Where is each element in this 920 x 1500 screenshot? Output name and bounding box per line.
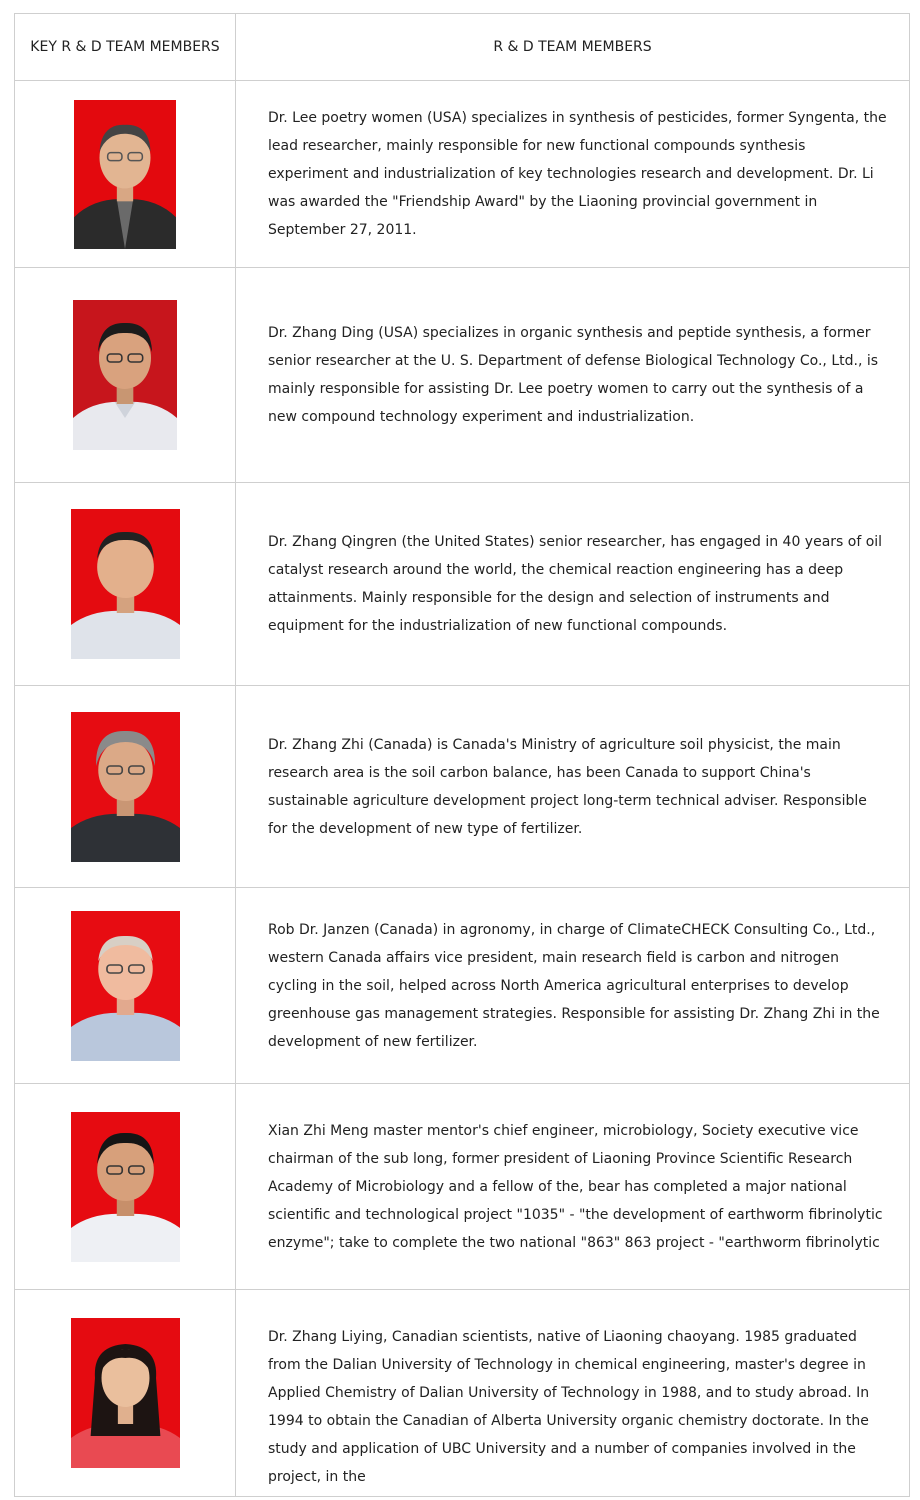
table-row xyxy=(15,1084,910,1290)
team-table xyxy=(14,13,910,1497)
photo-cell xyxy=(15,268,236,483)
bio-cell xyxy=(236,268,910,483)
members-header: R & D TEAM MEMBERS xyxy=(236,14,910,81)
bio-cell xyxy=(236,1290,910,1497)
photo-cell xyxy=(15,888,236,1084)
portrait-photo xyxy=(71,1318,180,1468)
photo-cell xyxy=(15,1290,236,1497)
bio-cell xyxy=(236,888,910,1084)
member-bio: Dr. Lee poetry women (USA) specializes in synthesis of pesticides, former Syngenta, the lead researcher, mainly responsible for new functional compounds synthesis experiment and industrialization of key technologies research and development. Dr. Li was awarded the "Friendship Award" by the Liaoning provincial government in September 27, 2011. xyxy=(268,110,887,238)
header-row xyxy=(15,14,910,81)
table-row xyxy=(15,81,910,268)
portrait-photo xyxy=(73,300,177,450)
bio-cell xyxy=(236,686,910,888)
member-bio: Dr. Zhang Qingren (the United States) senior researcher, has engaged in 40 years of oil catalyst research around the world, the chemical reaction engineering has a deep attainments. Mainly responsible for the design and selection of instruments and equipment for the industrialization of new functional compounds. xyxy=(268,534,883,634)
photo-cell xyxy=(15,1084,236,1290)
bio-cell xyxy=(236,81,910,268)
photo-cell xyxy=(15,81,236,268)
portrait-photo xyxy=(71,911,180,1061)
bio-cell xyxy=(236,483,910,686)
portrait-photo xyxy=(71,509,180,659)
photo-cell xyxy=(15,686,236,888)
member-bio: Rob Dr. Janzen (Canada) in agronomy, in charge of ClimateCHECK Consulting Co., Ltd., western Canada affairs vice president, main research field is carbon and nitrogen cycling in the soil, helped across North America agricultural enterprises to develop greenhouse gas management strategies. Responsible for assisting Dr. Zhang Zhi in the development of new fertilizer. xyxy=(268,921,880,1050)
member-bio: Dr. Zhang Ding (USA) specializes in organic synthesis and peptide synthesis, a former senior researcher at the U. S. Department of defense Biological Technology Co., Ltd., is mainly responsible for assisting Dr. Lee poetry women to carry out the synthesis of a new compound technology experiment and industrialization. xyxy=(268,325,879,425)
member-bio: Dr. Zhang Liying, Canadian scientists, native of Liaoning chaoyang. 1985 graduated from the Dalian University of Technology in chemical engineering, master's degree in Applied Chemistry of Dalian University of Technology in 1988, and to study abroad. In 1994 to obtain the Canadian of Alberta University organic chemistry doctorate. In the study and application of UBC University and a number of companies involved in the project, in the xyxy=(268,1329,870,1485)
table-row xyxy=(15,888,910,1084)
member-bio: Xian Zhi Meng master mentor's chief engineer, microbiology, Society executive vice chairman of the sub long, former president of Liaoning Province Scientific Research Academy of Microbiology and a fellow of the, bear has completed a major national scientific and technological project "1035" - "the development of earthworm fibrinolytic enzyme"; take to complete the two national "863" 863 project - "earthworm fibrinolytic xyxy=(268,1122,883,1251)
table-row xyxy=(15,686,910,888)
photo-cell xyxy=(15,483,236,686)
bio-cell xyxy=(236,1084,910,1290)
table-row xyxy=(15,483,910,686)
portrait-photo xyxy=(71,712,180,862)
table-row xyxy=(15,268,910,483)
member-bio: Dr. Zhang Zhi (Canada) is Canada's Ministry of agriculture soil physicist, the main research area is the soil carbon balance, has been Canada to support China's sustainable agriculture development project long-term technical adviser. Responsible for the development of new type of fertilizer. xyxy=(268,736,867,837)
portrait-photo xyxy=(74,100,176,249)
table-row xyxy=(15,1290,910,1497)
key-members-header: KEY R & D TEAM MEMBERS xyxy=(15,14,236,81)
portrait-photo xyxy=(71,1112,180,1262)
